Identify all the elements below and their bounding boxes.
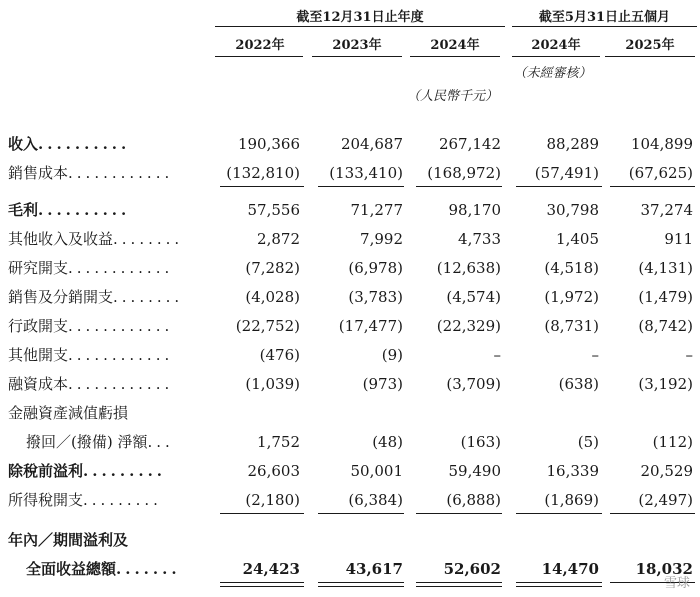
row-label-text: 所得稅開支 — [8, 491, 84, 509]
subtotal-rule-4 — [610, 186, 695, 187]
year-rule-2 — [410, 56, 500, 57]
row-value-col-0: (2,180) — [245, 491, 300, 509]
row-value-col-1: 50,001 — [350, 462, 403, 480]
row-value-col-3: (1,869) — [544, 491, 599, 509]
total-rule-a-0 — [220, 582, 304, 583]
row-value-col-1: 204,687 — [340, 135, 403, 153]
row-label-text: 金融資產減值虧損 — [8, 404, 129, 422]
row-value-col-1: (133,410) — [329, 164, 403, 182]
year-rule-3 — [512, 56, 600, 57]
row-leader-dots: .......... — [38, 201, 131, 219]
row-leader-dots: ............ — [68, 164, 174, 182]
row-value-col-1: (6,978) — [348, 259, 403, 277]
row-label-text: 撥回／(撥備) 淨額 — [26, 433, 148, 451]
year-header-0: 2022年 — [235, 38, 285, 53]
year-rule-1 — [312, 56, 402, 57]
row-label — [8, 255, 173, 281]
row-value-col-2: (6,888) — [446, 491, 501, 509]
row-value-col-4: (1,479) — [638, 288, 693, 306]
subtotal-rule-0 — [220, 186, 304, 187]
subtotal-rule-2 — [416, 186, 502, 187]
row-value-col-4: – — [685, 346, 693, 364]
row-value-col-3: (4,518) — [544, 259, 599, 277]
row-label-text: 其他收入及收益 — [8, 230, 114, 248]
table-row — [0, 458, 700, 484]
row-value-col-3: 30,798 — [546, 201, 599, 219]
row-value-col-4: (112) — [652, 433, 693, 451]
row-value-col-4: (2,497) — [638, 491, 693, 509]
row-label — [8, 313, 173, 339]
year-header-2: 2024年 — [430, 38, 480, 53]
row-label — [8, 197, 130, 223]
row-value-col-3: (1,972) — [544, 288, 599, 306]
pretax-rule-4 — [610, 513, 695, 514]
year-header-4: 2025年 — [625, 38, 675, 53]
row-value-col-3: (5) — [577, 433, 599, 451]
total-rule-b-1 — [318, 586, 404, 587]
table-row — [0, 527, 700, 553]
pretax-rule-0 — [220, 513, 304, 514]
row-leader-dots: ......... — [83, 462, 167, 480]
unaudited-note: （未經審核） — [513, 66, 592, 81]
row-value-col-2: 52,602 — [443, 560, 501, 578]
row-leader-dots: ........ — [113, 230, 184, 248]
row-label — [8, 487, 162, 513]
row-value-col-0: (1,039) — [245, 375, 300, 393]
total-rule-b-0 — [220, 586, 304, 587]
row-label — [8, 160, 173, 186]
row-value-col-0: (476) — [259, 346, 300, 364]
row-label-text: 收入 — [8, 135, 39, 153]
row-label — [8, 527, 128, 553]
row-label-text: 融資成本 — [8, 375, 69, 393]
period-header-fy: 截至12月31日止年度 — [296, 10, 424, 25]
row-value-col-2: – — [493, 346, 501, 364]
row-label-text: 銷售及分銷開支 — [8, 288, 114, 306]
table-row — [0, 197, 700, 223]
total-rule-b-3 — [516, 586, 602, 587]
row-value-col-0: (22,752) — [235, 317, 300, 335]
table-row — [0, 400, 700, 426]
row-leader-dots: ... — [147, 433, 174, 451]
row-value-col-2: (3,709) — [446, 375, 501, 393]
row-label — [8, 226, 183, 252]
row-label — [8, 131, 130, 157]
row-value-col-4: 20,529 — [640, 462, 693, 480]
row-value-col-0: 2,872 — [257, 230, 300, 248]
row-value-col-0: 26,603 — [247, 462, 300, 480]
row-value-col-1: (48) — [372, 433, 403, 451]
row-value-col-2: (12,638) — [436, 259, 501, 277]
year-header-1: 2023年 — [332, 38, 382, 53]
total-rule-b-2 — [416, 586, 502, 587]
pretax-rule-1 — [318, 513, 404, 514]
row-leader-dots: ........ — [113, 288, 184, 306]
row-value-col-4: 104,899 — [630, 135, 693, 153]
row-value-col-3: 16,339 — [546, 462, 599, 480]
row-value-col-1: (17,477) — [338, 317, 403, 335]
year-rule-4 — [605, 56, 695, 57]
currency-unit-note: （人民幣千元） — [406, 89, 498, 104]
row-value-col-1: (9) — [381, 346, 403, 364]
row-value-col-4: (67,625) — [628, 164, 693, 182]
row-label-text: 銷售成本 — [8, 164, 69, 182]
pretax-rule-3 — [516, 513, 602, 514]
row-value-col-2: (163) — [460, 433, 501, 451]
row-leader-dots: ............ — [68, 346, 174, 364]
row-leader-dots: ............ — [68, 259, 174, 277]
row-value-col-4: 37,274 — [640, 201, 693, 219]
row-value-col-2: 59,490 — [448, 462, 501, 480]
table-row — [0, 160, 700, 186]
row-value-col-3: 14,470 — [541, 560, 599, 578]
table-row — [0, 313, 700, 339]
table-row — [0, 226, 700, 252]
period-header-5m-rule — [512, 26, 697, 27]
row-value-col-4: (4,131) — [638, 259, 693, 277]
year-rule-0 — [215, 56, 303, 57]
table-row — [0, 284, 700, 310]
row-value-col-2: (4,574) — [446, 288, 501, 306]
row-value-col-3: 1,405 — [556, 230, 599, 248]
row-label — [8, 371, 173, 397]
row-label — [8, 284, 183, 310]
row-value-col-1: 43,617 — [345, 560, 403, 578]
table-row — [0, 371, 700, 397]
row-label-text: 全面收益總額 — [26, 560, 117, 578]
period-header-fy-rule — [215, 26, 505, 27]
total-rule-a-1 — [318, 582, 404, 583]
row-value-col-2: (22,329) — [436, 317, 501, 335]
row-value-col-2: 98,170 — [448, 201, 501, 219]
row-value-col-0: (4,028) — [245, 288, 300, 306]
pretax-rule-2 — [416, 513, 502, 514]
row-leader-dots: ............ — [68, 317, 174, 335]
row-label-text: 除稅前溢利 — [8, 462, 84, 480]
table-row — [0, 556, 700, 582]
row-label — [8, 342, 173, 368]
subtotal-rule-3 — [516, 186, 602, 187]
row-leader-dots: .......... — [38, 135, 131, 153]
subtotal-rule-1 — [318, 186, 404, 187]
table-row — [0, 255, 700, 281]
row-value-col-1: (973) — [362, 375, 403, 393]
row-value-col-3: (638) — [558, 375, 599, 393]
row-value-col-0: (132,810) — [226, 164, 300, 182]
row-value-col-3: (57,491) — [534, 164, 599, 182]
row-value-col-1: (3,783) — [348, 288, 403, 306]
row-label — [8, 458, 166, 484]
row-label-text: 行政開支 — [8, 317, 69, 335]
row-leader-dots: ............ — [68, 375, 174, 393]
row-value-col-1: 71,277 — [350, 201, 403, 219]
watermark-logo: 雪球 — [663, 576, 690, 591]
row-value-col-1: (6,384) — [348, 491, 403, 509]
row-value-col-0: 57,556 — [247, 201, 300, 219]
row-value-col-4: (8,742) — [638, 317, 693, 335]
table-row — [0, 342, 700, 368]
row-leader-dots: ......... — [83, 491, 162, 509]
row-value-col-4: 911 — [664, 230, 693, 248]
row-value-col-0: (7,282) — [245, 259, 300, 277]
row-value-col-3: – — [591, 346, 599, 364]
year-header-3: 2024年 — [531, 38, 581, 53]
row-label — [26, 429, 174, 455]
row-value-col-2: 4,733 — [458, 230, 501, 248]
row-label-text: 年內／期間溢利及 — [8, 531, 129, 549]
row-value-col-4: 18,032 — [635, 560, 693, 578]
row-label — [8, 400, 128, 426]
row-value-col-0: 190,366 — [237, 135, 300, 153]
row-value-col-0: 24,423 — [242, 560, 300, 578]
row-label-text: 毛利 — [8, 201, 39, 219]
table-row — [0, 487, 700, 513]
row-value-col-2: (168,972) — [427, 164, 501, 182]
total-rule-a-3 — [516, 582, 602, 583]
row-value-col-4: (3,192) — [638, 375, 693, 393]
row-value-col-1: 7,992 — [360, 230, 403, 248]
row-value-col-3: (8,731) — [544, 317, 599, 335]
row-leader-dots: ....... — [116, 560, 181, 578]
row-value-col-2: 267,142 — [438, 135, 501, 153]
period-header-5m: 截至5月31日止五個月 — [538, 10, 671, 25]
table-row — [0, 429, 700, 455]
total-rule-a-2 — [416, 582, 502, 583]
row-label-text: 研究開支 — [8, 259, 69, 277]
row-label-text: 其他開支 — [8, 346, 69, 364]
table-row — [0, 131, 700, 157]
row-value-col-3: 88,289 — [546, 135, 599, 153]
row-label — [26, 556, 181, 582]
row-value-col-0: 1,752 — [257, 433, 300, 451]
